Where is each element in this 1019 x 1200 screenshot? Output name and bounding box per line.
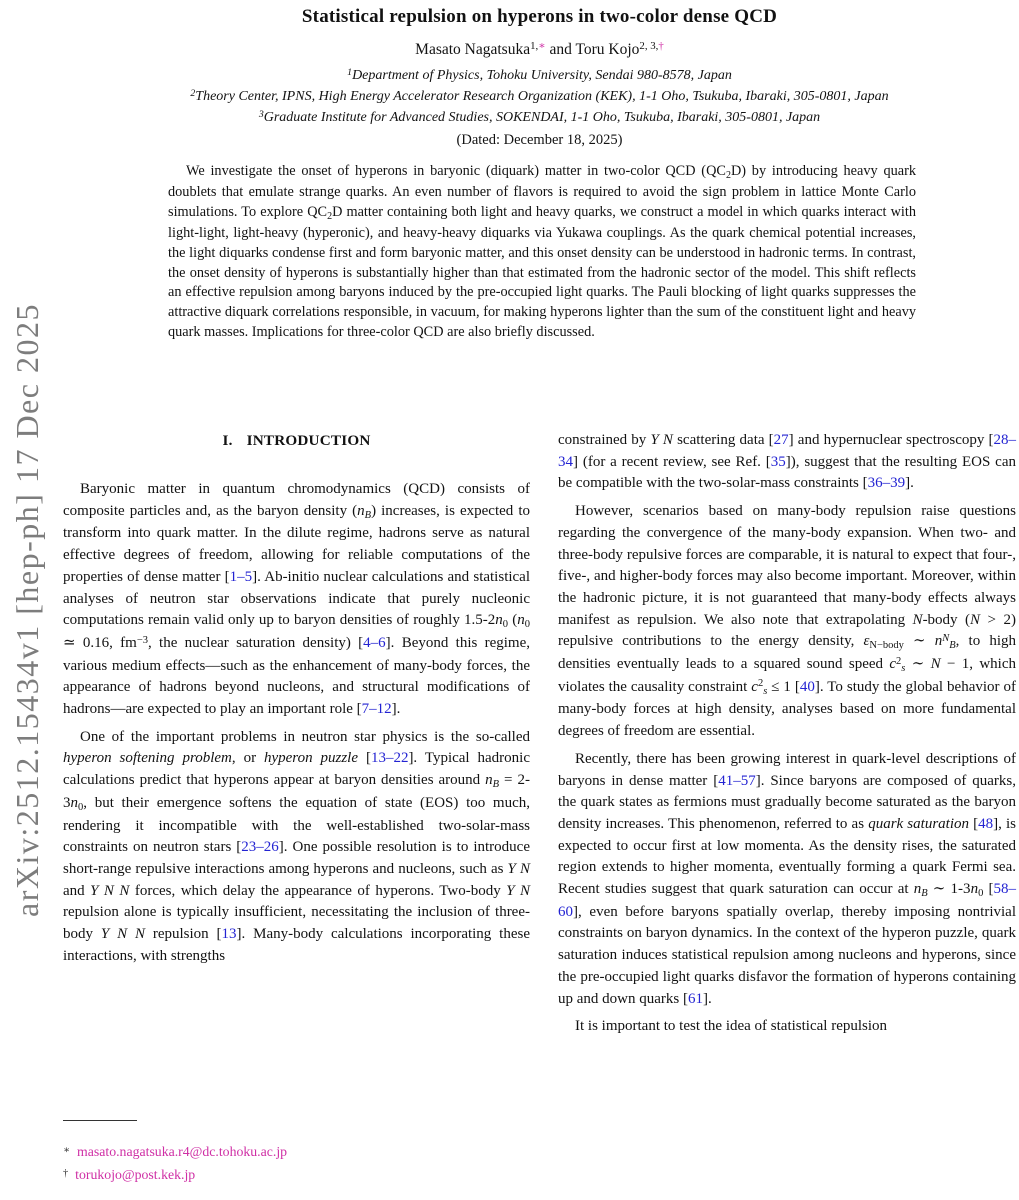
affiliation-1: $^1$Department of Physics, Tohoku University, Sendai 980-8578, Japan <box>347 66 732 83</box>
citation-link[interactable]: 4–6 <box>363 634 386 651</box>
citation-link[interactable]: 61 <box>687 990 703 1007</box>
footnote <box>63 1165 530 1188</box>
dated-line: (Dated: December 18, 2025) <box>456 132 623 148</box>
authors-line: Masato Nagatsuka$^{1,∗}$ and Toru Kojo$^{2, 3,\dagger}$ <box>415 40 664 58</box>
abstract-text: We investigate the onset of hyperons in baryonic (diquark) matter in two-color QCD (QC2D) by introducing heavy quark doublets that emulate strange quarks. An even number of flavors is required to avoid the sign problem in lattice Monte Carlo simulations. To explore QC2D matter containing both light and heavy quarks, we construct a model in which quarks interact with light-light, light-heavy (hyperonic), and heavy-heavy diquarks via Yukawa couplings. As the quark chemical potential increases, the light diquarks condense first and form baryonic matter, and this onset density can be understood in hadronic terms. In contrast, the onset density of hyperons is substantially higher than that estimated from the hadronic sector of the model. This shift reflects an effective repulsion among baryons induced by the pre-occupied light quarks. The Pauli blocking of light quarks suppresses the attractive diquark correlations responsible, in vacuum, for making hyperons lighter than the sum of the constituent light and heavy quark masses. Implications for three-color QCD are also briefly discussed. <box>168 163 916 341</box>
footnote-symbol: † <box>63 1167 69 1179</box>
right-column <box>558 430 1016 1038</box>
citation-link[interactable]: 28–34 <box>558 432 1017 470</box>
affiliation-3: $^3$Graduate Institute for Advanced Studies, SOKENDAI, 1-1 Oho, Tsukuba, Ibaraki, 305-0801, Japan <box>258 108 821 125</box>
citation-link[interactable]: 48 <box>978 815 994 832</box>
paper-title: Statistical repulsion on hyperons in two-color dense QCD <box>301 6 778 27</box>
affiliation-2: $^2$Theory Center, IPNS, High Energy Accelerator Research Organization (KEK), 1-1 Oho, Tsukuba, Ibaraki, 305-0801, Japan <box>190 87 889 104</box>
section-number: I. <box>222 432 233 449</box>
citation-link[interactable]: 40 <box>799 678 815 695</box>
paragraph: One of the important problems in neutron star physics is the so-called hyperon softening problem, or hyperon puzzle [13–22]. Typical hadronic calculations predict that hyperons appear at baryon densities around nB = 2-3n0, but their emergence softens the equation of state (EOS) too much, rendering it incompatible with the well-established two-solar-mass constraints on neutron stars [23–26]. One possible resolution is to introduce short-range repulsive interactions among hyperons and nucleons, such as Y N and Y N N forces, which delay the appearance of hyperons. Two-body Y N repulsion alone is typically insufficient, necessitating the inclusion of three-body Y N N repulsion [13]. Many-body calculations incorporating these interactions, with strengths <box>63 728 530 964</box>
citation-link[interactable]: 58–60 <box>558 881 1016 920</box>
paragraph: Baryonic matter in quantum chromodynamics (QCD) consists of composite particles and, as the baryon density (nB) increases, is expected to transform into quark matter. In the dilute regime, hadrons serve as natural effective degrees of freedom, allowing for reliable computations of the properties of dense matter [1–5]. Ab-initio nuclear calculations and statistical analyses of neutron star observations indicate that purely nucleonic computations remain valid only up to baryon densities of roughly 1.5-2n0 (n0 ≃ 0.16, $fm^{-3}$, the nuclear saturation density) [4–6]. Beyond this regime, various medium effects—such as the enhancement of many-body forces, the appearance of hadrons beyond nucleons, and structural modifications of hadrons—are expected to play an important role [7–12]. <box>63 481 531 718</box>
citation-link[interactable]: 35 <box>770 453 786 470</box>
paper-header <box>63 6 1016 149</box>
citation-link[interactable]: 13–22 <box>370 750 409 767</box>
paragraph: It is important to test the idea of statistical repulsion <box>575 1018 888 1035</box>
citation-link[interactable]: 7–12 <box>361 701 392 718</box>
section-title: INTRODUCTION <box>246 432 371 449</box>
affiliations <box>63 66 1016 129</box>
paragraph: constrained by Y N scattering data [27] and hypernuclear spectroscopy [28–34] (for a recent review, see Ref. [35]), suggest that the resulting EOS can be compatible with the two-solar-mass constraints [36–39]. <box>558 432 1017 492</box>
footnote-email-link[interactable]: torukojo@post.kek.jp <box>75 1166 196 1182</box>
arxiv-banner: arXiv:2512.15434v1 [hep-ph] 17 Dec 2025 <box>9 303 45 917</box>
citation-link[interactable]: 27 <box>773 432 789 448</box>
citation-link[interactable]: 36–39 <box>867 475 906 492</box>
paragraph: However, scenarios based on many-body repulsion raise questions regarding the convergence of the many-body expansion. When two- and three-body repulsive forces are comparable, it is natural to expect that four-, five-, and higher-body forces may also become important. Moreover, within the hadronic picture, it is not guaranteed that many-body effects always manifest as repulsion. We also note that extrapolating N-body (N > 2) repulsive contributions to the energy density, εN−body ∼ $n^NB$, to high densities eventually leads to a squared sound speed $c^2s$ ∼ N − 1, which violates the causality constraint $c^2s \le 1$ [40]. To study the global behavior of many-body forces at high density, analyses based on more fundamental degrees of freedom are essential. <box>558 503 1016 740</box>
footnote-email-link[interactable]: masato.nagatsuka.r4@dc.tohoku.ac.jp <box>77 1144 288 1159</box>
citation-link[interactable]: 13 <box>221 926 237 943</box>
citation-link[interactable]: 41–57 <box>718 772 756 789</box>
footnote <box>63 1142 530 1165</box>
footnotes <box>63 1120 530 1187</box>
paragraph: Recently, there has been growing interest in quark-level descriptions of baryons in dense matter [41–57]. Since baryons are composed of quarks, the quark states as fermions must gradually become saturated as the baryon density increases. This phenomenon, referred to as quark saturation [48], is expected to occur first at low momenta. As the density rises, the saturated region extends to higher momenta, eventually forming a quark Fermi sea. Recent studies suggest that quark saturation can occur at nB ∼ 1-3n0 [58–60], even before baryons spatially overlap, thereby imposing nontrivial constraints on baryon dynamics. In the context of the hyperon puzzle, quark saturation induces statistical repulsion among nucleons and hyperons, since the pre-occupied light quarks disfavor the formation of hyperons containing up and down quarks [61]. <box>558 750 1017 1007</box>
two-column-body <box>63 430 1016 1038</box>
section-heading-introduction <box>63 432 530 450</box>
footnote-symbol: ∗ <box>63 1145 71 1157</box>
citation-link[interactable]: 23–26 <box>241 839 279 856</box>
footnote-rule <box>63 1120 137 1121</box>
citation-link[interactable]: 1–5 <box>229 568 253 585</box>
left-column <box>63 430 530 1038</box>
